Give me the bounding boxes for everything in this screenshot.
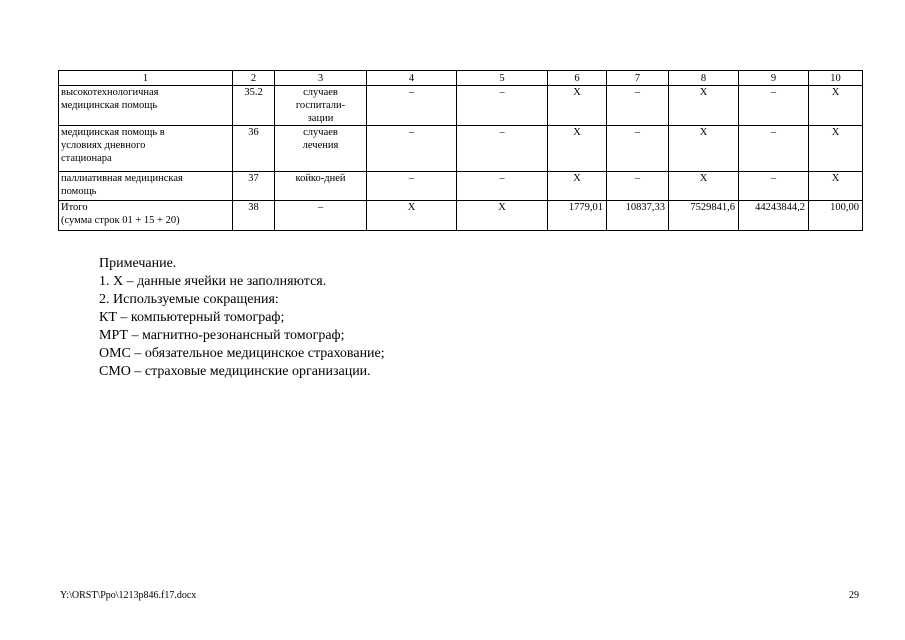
table-cell: – [607, 126, 669, 172]
row-name-line: паллиативная медицинская [61, 173, 183, 184]
row-name-line: (сумма строк 01 + 15 + 20) [61, 215, 180, 226]
table-cell: Х [809, 86, 863, 126]
row-name-cell [59, 86, 233, 126]
row-name-cell [59, 172, 233, 201]
table-cell: – [367, 126, 457, 172]
row-code-cell: 37 [233, 172, 275, 201]
row-unit-line: случаев [303, 87, 338, 98]
abbreviation-item: ОМС – обязательное медицинское страхование; [99, 346, 385, 361]
table-cell: – [739, 172, 809, 201]
table-cell: – [607, 86, 669, 126]
row-name-line: медицинская помощь [61, 100, 158, 111]
row-name-line: помощь [61, 186, 97, 197]
notes-title: Примечание. [99, 256, 177, 271]
note-item: 1. Х – данные ячейки не заполняются. [99, 274, 327, 289]
row-code-cell: 36 [233, 126, 275, 172]
data-table [58, 70, 863, 231]
row-code-cell: 38 [233, 201, 275, 231]
row-unit-cell [275, 86, 367, 126]
row-unit-cell [275, 172, 367, 201]
table-cell: – [457, 86, 548, 126]
column-number: 2 [233, 71, 275, 86]
table-cell: – [457, 172, 548, 201]
table-cell: – [607, 172, 669, 201]
table-cell: Х [809, 126, 863, 172]
row-unit-line: – [317, 202, 324, 213]
table-cell: Х [548, 172, 607, 201]
column-number: 1 [59, 71, 233, 86]
table-cell: Х [367, 201, 457, 231]
footer-file-path: Y:\ORST\Ppo\1213p846.f17.docx [60, 590, 197, 601]
table-cell: – [739, 86, 809, 126]
row-name-line: Итого [61, 202, 88, 213]
table-cell: Х [669, 86, 739, 126]
table-cell: Х [548, 86, 607, 126]
row-name-line: высокотехнологичная [61, 87, 159, 98]
row-name-cell [59, 126, 233, 172]
row-name-line: условиях дневного [61, 140, 146, 151]
row-name-line: медицинская помощь в [61, 127, 165, 138]
table-row [59, 126, 863, 172]
row-name-cell [59, 201, 233, 231]
table-cell: 10837,33 [607, 201, 669, 231]
column-number: 5 [457, 71, 548, 86]
table-cell: 7529841,6 [669, 201, 739, 231]
table-cell: – [367, 86, 457, 126]
abbreviation-item: КТ – компьютерный томограф; [99, 310, 285, 325]
table-row-total [59, 201, 863, 231]
column-number: 8 [669, 71, 739, 86]
column-number: 3 [275, 71, 367, 86]
table-row [59, 86, 863, 126]
column-number: 4 [367, 71, 457, 86]
row-unit-cell [275, 201, 367, 231]
note-item: 2. Используемые сокращения: [99, 292, 279, 307]
row-unit-cell [275, 126, 367, 172]
table-cell: Х [457, 201, 548, 231]
row-code-cell: 35.2 [233, 86, 275, 126]
table-cell: Х [809, 172, 863, 201]
table-header-row [59, 71, 863, 86]
table-cell: Х [669, 172, 739, 201]
abbreviation-item: СМО – страховые медицинские организации. [99, 364, 371, 379]
column-number: 7 [607, 71, 669, 86]
table-cell: – [367, 172, 457, 201]
abbreviation-item: МРТ – магнитно-резонансный томограф; [99, 328, 345, 343]
row-unit-line: госпитали- [295, 100, 346, 111]
table-cell: – [739, 126, 809, 172]
table-cell: 44243844,2 [739, 201, 809, 231]
column-number: 10 [809, 71, 863, 86]
column-number: 6 [548, 71, 607, 86]
table-cell: – [457, 126, 548, 172]
table-row [59, 172, 863, 201]
table-cell: 100,00 [809, 201, 863, 231]
table-cell: Х [669, 126, 739, 172]
row-unit-line: койко-дней [295, 173, 346, 184]
row-unit-line: зации [307, 113, 334, 124]
column-number: 9 [739, 71, 809, 86]
row-name-line: стационара [61, 153, 112, 164]
page-number: 29 [849, 590, 859, 601]
table-cell: Х [548, 126, 607, 172]
row-unit-line: лечения [302, 140, 339, 151]
row-unit-line: случаев [303, 127, 338, 138]
notes-block [99, 255, 385, 381]
table-cell: 1779,01 [548, 201, 607, 231]
